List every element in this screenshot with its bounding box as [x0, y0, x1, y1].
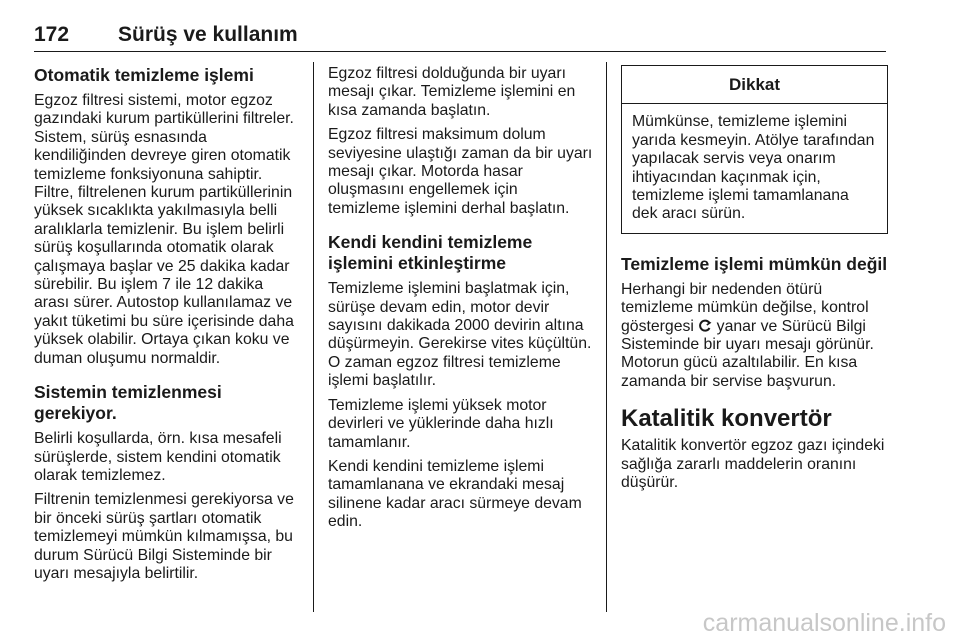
paragraph-text: Herhangi bir nedenden ötürü temizleme mümkün değilse, kontrol göstergesi [621, 280, 869, 335]
page-number: 172 [34, 23, 70, 46]
caution-box [621, 65, 888, 234]
paragraph: Belirli koşullarda, örn. kısa mesafeli sürüşlerde, sistem kendini otomatik olarak temizlemez. [34, 430, 282, 484]
caution-title: Dikkat [622, 66, 887, 104]
paragraph: Filtrenin temizlenmesi gerekiyorsa ve bir önceki sürüş şartları otomatik temizlemeyi mümkün kılmamışsa, bu durum Sürücü Bilgi Sisteminde bir uyarı mesajıyla belirtilir. [34, 491, 294, 582]
caution-text: Mümkünse, temizleme işlemini yarıda kesmeyin. Atölye tarafından yapılacak servis veya onarım ihtiyacından kaçınmak için, temizleme işlemi tamamlanana dek aracı sürün. [632, 113, 875, 223]
paragraph: Egzoz filtresi dolduğunda bir uyarı mesajı çıkar. Temizleme işlemini en kısa zamanda başlatın. [328, 65, 576, 119]
column-3 [621, 65, 888, 499]
paragraph: Kendi kendini temizleme işlemi tamamlanana ve ekrandaki mesaj silinene kadar aracı sürmeye devam edin. [328, 457, 582, 531]
watermark: carmanualsonline.info [702, 609, 946, 637]
column-1 [34, 65, 298, 589]
section-heading: Kendi kendini temizleme işlemini etkinleştirme [328, 232, 533, 274]
page-header [34, 21, 886, 52]
paragraph: Katalitik konvertör egzoz gazı içindeki sağlığa zararlı maddelerin oranını düşürür. [621, 437, 885, 492]
column-divider [313, 62, 314, 612]
section-heading: Sistemin temizlenmesi gerekiyor. [34, 382, 222, 424]
section-heading: Temizleme işlemi mümkün değil [621, 253, 888, 274]
paragraph: Egzoz filtresi sistemi, motor egzoz gazındaki kurum partiküllerini filtreler. Sistem, sürüş esnasında kendiliğinden devreye giren otomatik temizleme fonksiyonuna sahiptir. Filtre, filtrelenen kurum partiküllerinin yüksek sıcaklıkta yakılmasıyla belli aralıklarla temizlenir. Bu işlem belirli sürüş koşullarında otomatik olarak çalışmaya başlar ve 25 dakika kadar sürebilir. Bu işlem 7 ile 12 dakika arası sürer. Autostop kullanılamaz ve yakıt tüketimi bu süre içerisinde daha yüksek olabilir. Ortaya çıkan koku ve duman oluşumu normaldir. [34, 92, 294, 367]
paragraph [621, 281, 888, 391]
chapter-title: Sürüş ve kullanım [118, 23, 298, 46]
section-heading: Otomatik temizleme işlemi [34, 65, 254, 85]
section-heading-large: Katalitik konvertör [621, 405, 832, 433]
column-divider [606, 62, 607, 612]
paragraph-text: yanar ve Sürücü Bilgi Sisteminde bir uyarı mesajı görünür. Motorun gücü azaltılabilir. En kısa zamanda bir servise başvurun. [621, 317, 874, 390]
engine-service-icon [698, 319, 712, 333]
paragraph: Temizleme işlemi yüksek motor devirleri ve yüklerinde daha hızlı tamamlanır. [328, 396, 554, 451]
paragraph: Egzoz filtresi maksimum dolum seviyesine ulaştığı zaman da bir uyarı mesajı çıkar. Motorda hasar oluşmasını engellemek için temizleme işlemini derhal başlatın. [328, 126, 593, 217]
paragraph: Temizleme işlemini başlatmak için, sürüşe devam edin, motor devir sayısını dakikada 2000 devirin altına düşürmeyin. Gerekirse vites küçültün. O zaman egzoz filtresi temizleme işlemi başlatılır. [328, 280, 592, 390]
column-2 [328, 65, 593, 538]
